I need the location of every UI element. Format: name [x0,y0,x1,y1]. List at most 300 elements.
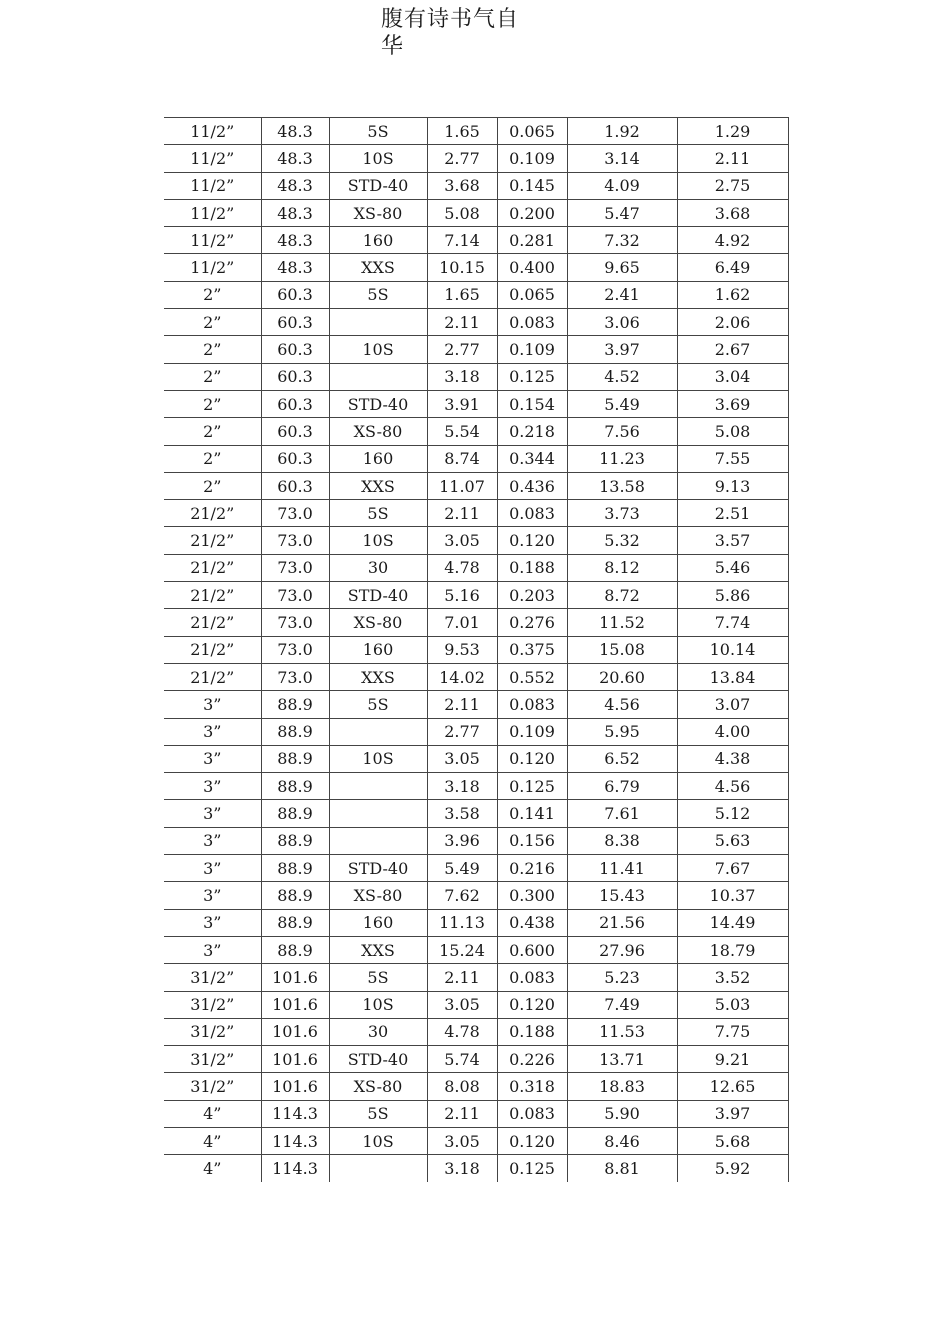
wall-mm-cell: 2.77 [427,145,497,172]
outside-diameter-cell: 101.6 [261,1073,329,1100]
outside-diameter-cell: 73.0 [261,527,329,554]
wall-mm-cell: 4.78 [427,554,497,581]
weight-kg-cell: 8.38 [567,827,677,854]
outside-diameter-cell: 60.3 [261,309,329,336]
table-row [164,554,788,581]
table-row [164,936,788,963]
outside-diameter-cell: 101.6 [261,991,329,1018]
schedule-cell: 10S [329,991,427,1018]
nominal-size-cell: 4” [164,1127,261,1154]
weight-lb-cell: 7.74 [677,609,788,636]
nominal-size-cell: 3” [164,773,261,800]
weight-kg-cell: 11.52 [567,609,677,636]
weight-lb-cell: 4.38 [677,745,788,772]
nominal-size-cell: 21/2” [164,663,261,690]
wall-inch-cell: 0.154 [497,390,567,417]
outside-diameter-cell: 48.3 [261,118,329,145]
wall-inch-cell: 0.083 [497,500,567,527]
table-row [164,745,788,772]
schedule-cell [329,827,427,854]
weight-lb-cell: 5.03 [677,991,788,1018]
outside-diameter-cell: 60.3 [261,281,329,308]
nominal-size-cell: 11/2” [164,254,261,281]
outside-diameter-cell: 73.0 [261,663,329,690]
schedule-cell: 5S [329,118,427,145]
table-row [164,582,788,609]
nominal-size-cell: 3” [164,855,261,882]
schedule-cell: 5S [329,1100,427,1127]
weight-lb-cell: 2.51 [677,500,788,527]
weight-kg-cell: 5.23 [567,964,677,991]
weight-kg-cell: 8.72 [567,582,677,609]
wall-inch-cell: 0.438 [497,909,567,936]
nominal-size-cell: 4” [164,1100,261,1127]
schedule-cell: XS-80 [329,882,427,909]
outside-diameter-cell: 88.9 [261,718,329,745]
weight-lb-cell: 3.97 [677,1100,788,1127]
schedule-cell: XS-80 [329,199,427,226]
weight-kg-cell: 6.52 [567,745,677,772]
wall-inch-cell: 0.344 [497,445,567,472]
weight-lb-cell: 3.07 [677,691,788,718]
weight-kg-cell: 5.95 [567,718,677,745]
nominal-size-cell: 21/2” [164,582,261,609]
wall-mm-cell: 5.16 [427,582,497,609]
wall-inch-cell: 0.065 [497,118,567,145]
nominal-size-cell: 2” [164,445,261,472]
nominal-size-cell: 21/2” [164,527,261,554]
table-row [164,145,788,172]
nominal-size-cell: 3” [164,718,261,745]
table-row [164,118,788,145]
weight-lb-cell: 5.12 [677,800,788,827]
schedule-cell: STD-40 [329,1046,427,1073]
wall-mm-cell: 3.05 [427,527,497,554]
wall-mm-cell: 4.78 [427,1018,497,1045]
schedule-cell: 160 [329,909,427,936]
wall-inch-cell: 0.125 [497,363,567,390]
schedule-cell [329,1155,427,1182]
wall-inch-cell: 0.300 [497,882,567,909]
wall-inch-cell: 0.083 [497,964,567,991]
wall-inch-cell: 0.375 [497,636,567,663]
weight-kg-cell: 5.47 [567,199,677,226]
outside-diameter-cell: 73.0 [261,500,329,527]
wall-mm-cell: 1.65 [427,118,497,145]
table-row [164,1127,788,1154]
weight-lb-cell: 2.06 [677,309,788,336]
weight-lb-cell: 6.49 [677,254,788,281]
weight-lb-cell: 5.68 [677,1127,788,1154]
wall-mm-cell: 2.11 [427,964,497,991]
schedule-cell: 5S [329,964,427,991]
outside-diameter-cell: 48.3 [261,227,329,254]
outside-diameter-cell: 48.3 [261,254,329,281]
wall-mm-cell: 3.91 [427,390,497,417]
weight-kg-cell: 11.41 [567,855,677,882]
weight-lb-cell: 2.67 [677,336,788,363]
weight-lb-cell: 9.21 [677,1046,788,1073]
wall-inch-cell: 0.145 [497,172,567,199]
outside-diameter-cell: 48.3 [261,199,329,226]
schedule-cell: STD-40 [329,582,427,609]
nominal-size-cell: 31/2” [164,1046,261,1073]
wall-mm-cell: 2.77 [427,718,497,745]
wall-mm-cell: 7.62 [427,882,497,909]
table-row [164,1100,788,1127]
outside-diameter-cell: 73.0 [261,609,329,636]
weight-kg-cell: 3.73 [567,500,677,527]
schedule-cell: 5S [329,281,427,308]
weight-kg-cell: 4.56 [567,691,677,718]
weight-kg-cell: 8.81 [567,1155,677,1182]
weight-lb-cell: 12.65 [677,1073,788,1100]
schedule-cell: 10S [329,745,427,772]
table-row [164,199,788,226]
outside-diameter-cell: 88.9 [261,800,329,827]
weight-kg-cell: 8.12 [567,554,677,581]
weight-lb-cell: 5.92 [677,1155,788,1182]
schedule-cell: XS-80 [329,609,427,636]
weight-kg-cell: 3.06 [567,309,677,336]
nominal-size-cell: 2” [164,336,261,363]
outside-diameter-cell: 48.3 [261,172,329,199]
weight-lb-cell: 5.46 [677,554,788,581]
wall-mm-cell: 10.15 [427,254,497,281]
weight-kg-cell: 11.23 [567,445,677,472]
table-row [164,800,788,827]
weight-lb-cell: 1.29 [677,118,788,145]
wall-mm-cell: 1.65 [427,281,497,308]
nominal-size-cell: 31/2” [164,991,261,1018]
table-row [164,827,788,854]
table-row [164,991,788,1018]
wall-inch-cell: 0.141 [497,800,567,827]
table-body [164,118,788,1182]
outside-diameter-cell: 101.6 [261,964,329,991]
weight-lb-cell: 2.11 [677,145,788,172]
weight-kg-cell: 3.14 [567,145,677,172]
weight-kg-cell: 9.65 [567,254,677,281]
outside-diameter-cell: 88.9 [261,691,329,718]
outside-diameter-cell: 48.3 [261,145,329,172]
table-row [164,500,788,527]
outside-diameter-cell: 60.3 [261,336,329,363]
schedule-cell: 10S [329,1127,427,1154]
schedule-cell: XXS [329,663,427,690]
wall-inch-cell: 0.120 [497,745,567,772]
weight-kg-cell: 8.46 [567,1127,677,1154]
nominal-size-cell: 3” [164,936,261,963]
weight-kg-cell: 7.49 [567,991,677,1018]
weight-lb-cell: 5.63 [677,827,788,854]
schedule-cell [329,800,427,827]
table-row [164,882,788,909]
table-row [164,418,788,445]
wall-inch-cell: 0.125 [497,773,567,800]
wall-inch-cell: 0.156 [497,827,567,854]
weight-lb-cell: 3.57 [677,527,788,554]
weight-kg-cell: 18.83 [567,1073,677,1100]
schedule-cell [329,309,427,336]
wall-inch-cell: 0.065 [497,281,567,308]
weight-lb-cell: 3.69 [677,390,788,417]
nominal-size-cell: 2” [164,472,261,499]
wall-inch-cell: 0.281 [497,227,567,254]
wall-mm-cell: 5.08 [427,199,497,226]
schedule-cell: 5S [329,691,427,718]
wall-mm-cell: 3.05 [427,1127,497,1154]
table-row [164,964,788,991]
weight-kg-cell: 15.08 [567,636,677,663]
table-row [164,636,788,663]
wall-mm-cell: 3.05 [427,991,497,1018]
wall-mm-cell: 3.18 [427,363,497,390]
nominal-size-cell: 11/2” [164,199,261,226]
outside-diameter-cell: 101.6 [261,1046,329,1073]
outside-diameter-cell: 88.9 [261,745,329,772]
weight-kg-cell: 13.71 [567,1046,677,1073]
nominal-size-cell: 2” [164,418,261,445]
outside-diameter-cell: 114.3 [261,1155,329,1182]
nominal-size-cell: 2” [164,309,261,336]
table-row [164,663,788,690]
weight-kg-cell: 21.56 [567,909,677,936]
weight-lb-cell: 2.75 [677,172,788,199]
weight-kg-cell: 20.60 [567,663,677,690]
table-row [164,1155,788,1182]
wall-mm-cell: 2.11 [427,309,497,336]
schedule-cell: 30 [329,1018,427,1045]
outside-diameter-cell: 73.0 [261,636,329,663]
table-row [164,1046,788,1073]
schedule-cell: XXS [329,936,427,963]
wall-inch-cell: 0.203 [497,582,567,609]
wall-mm-cell: 2.11 [427,500,497,527]
wall-mm-cell: 2.11 [427,1100,497,1127]
wall-mm-cell: 5.74 [427,1046,497,1073]
wall-inch-cell: 0.552 [497,663,567,690]
wall-mm-cell: 3.96 [427,827,497,854]
outside-diameter-cell: 114.3 [261,1100,329,1127]
schedule-cell: XS-80 [329,1073,427,1100]
schedule-cell: XXS [329,472,427,499]
nominal-size-cell: 2” [164,363,261,390]
wall-mm-cell: 9.53 [427,636,497,663]
wall-mm-cell: 14.02 [427,663,497,690]
table-row [164,172,788,199]
schedule-cell [329,718,427,745]
weight-lb-cell: 3.52 [677,964,788,991]
table-row [164,773,788,800]
outside-diameter-cell: 101.6 [261,1018,329,1045]
schedule-cell: STD-40 [329,172,427,199]
wall-inch-cell: 0.200 [497,199,567,226]
table-row [164,1073,788,1100]
wall-inch-cell: 0.276 [497,609,567,636]
weight-lb-cell: 3.68 [677,199,788,226]
outside-diameter-cell: 88.9 [261,882,329,909]
schedule-cell: 30 [329,554,427,581]
nominal-size-cell: 11/2” [164,145,261,172]
wall-inch-cell: 0.083 [497,309,567,336]
wall-mm-cell: 2.77 [427,336,497,363]
nominal-size-cell: 31/2” [164,1018,261,1045]
table-row [164,527,788,554]
table-row [164,691,788,718]
wall-inch-cell: 0.083 [497,691,567,718]
wall-mm-cell: 7.01 [427,609,497,636]
weight-kg-cell: 7.56 [567,418,677,445]
weight-lb-cell: 7.67 [677,855,788,882]
schedule-cell [329,363,427,390]
wall-mm-cell: 3.05 [427,745,497,772]
nominal-size-cell: 31/2” [164,964,261,991]
weight-lb-cell: 9.13 [677,472,788,499]
table-row [164,472,788,499]
outside-diameter-cell: 88.9 [261,936,329,963]
table-row [164,363,788,390]
weight-kg-cell: 5.90 [567,1100,677,1127]
wall-mm-cell: 3.68 [427,172,497,199]
weight-lb-cell: 3.04 [677,363,788,390]
table-row [164,909,788,936]
table-row [164,254,788,281]
outside-diameter-cell: 60.3 [261,472,329,499]
table-row [164,227,788,254]
nominal-size-cell: 3” [164,691,261,718]
outside-diameter-cell: 73.0 [261,554,329,581]
outside-diameter-cell: 73.0 [261,582,329,609]
wall-inch-cell: 0.436 [497,472,567,499]
weight-kg-cell: 7.61 [567,800,677,827]
schedule-cell: 10S [329,527,427,554]
schedule-cell: 10S [329,336,427,363]
table-row [164,390,788,417]
outside-diameter-cell: 60.3 [261,390,329,417]
schedule-cell [329,773,427,800]
weight-kg-cell: 27.96 [567,936,677,963]
wall-inch-cell: 0.083 [497,1100,567,1127]
wall-inch-cell: 0.400 [497,254,567,281]
weight-kg-cell: 7.32 [567,227,677,254]
nominal-size-cell: 11/2” [164,227,261,254]
wall-inch-cell: 0.109 [497,718,567,745]
schedule-cell: 160 [329,445,427,472]
wall-mm-cell: 7.14 [427,227,497,254]
weight-kg-cell: 13.58 [567,472,677,499]
weight-lb-cell: 13.84 [677,663,788,690]
nominal-size-cell: 3” [164,909,261,936]
table-row [164,336,788,363]
weight-lb-cell: 10.37 [677,882,788,909]
schedule-cell: 160 [329,227,427,254]
weight-lb-cell: 10.14 [677,636,788,663]
weight-lb-cell: 7.55 [677,445,788,472]
nominal-size-cell: 3” [164,882,261,909]
weight-kg-cell: 5.49 [567,390,677,417]
wall-inch-cell: 0.188 [497,1018,567,1045]
schedule-cell: 10S [329,145,427,172]
wall-inch-cell: 0.120 [497,527,567,554]
weight-lb-cell: 1.62 [677,281,788,308]
table-row [164,445,788,472]
nominal-size-cell: 21/2” [164,636,261,663]
outside-diameter-cell: 88.9 [261,909,329,936]
weight-lb-cell: 4.92 [677,227,788,254]
outside-diameter-cell: 88.9 [261,827,329,854]
wall-inch-cell: 0.120 [497,991,567,1018]
wall-mm-cell: 11.13 [427,909,497,936]
schedule-cell: 5S [329,500,427,527]
table-row [164,718,788,745]
wall-inch-cell: 0.120 [497,1127,567,1154]
nominal-size-cell: 3” [164,827,261,854]
wall-mm-cell: 5.49 [427,855,497,882]
nominal-size-cell: 3” [164,800,261,827]
nominal-size-cell: 21/2” [164,500,261,527]
outside-diameter-cell: 88.9 [261,855,329,882]
wall-mm-cell: 3.18 [427,1155,497,1182]
schedule-cell: XS-80 [329,418,427,445]
weight-kg-cell: 1.92 [567,118,677,145]
weight-lb-cell: 14.49 [677,909,788,936]
wall-mm-cell: 2.11 [427,691,497,718]
wall-mm-cell: 8.74 [427,445,497,472]
wall-inch-cell: 0.125 [497,1155,567,1182]
nominal-size-cell: 31/2” [164,1073,261,1100]
schedule-cell: STD-40 [329,390,427,417]
wall-mm-cell: 3.18 [427,773,497,800]
nominal-size-cell: 21/2” [164,554,261,581]
table-row [164,309,788,336]
weight-kg-cell: 2.41 [567,281,677,308]
table-row [164,1018,788,1045]
wall-inch-cell: 0.109 [497,336,567,363]
nominal-size-cell: 21/2” [164,609,261,636]
wall-mm-cell: 11.07 [427,472,497,499]
wall-inch-cell: 0.216 [497,855,567,882]
table-row [164,281,788,308]
weight-kg-cell: 4.52 [567,363,677,390]
wall-inch-cell: 0.109 [497,145,567,172]
weight-kg-cell: 5.32 [567,527,677,554]
wall-mm-cell: 5.54 [427,418,497,445]
outside-diameter-cell: 60.3 [261,363,329,390]
weight-kg-cell: 11.53 [567,1018,677,1045]
nominal-size-cell: 4” [164,1155,261,1182]
weight-kg-cell: 4.09 [567,172,677,199]
nominal-size-cell: 2” [164,281,261,308]
schedule-cell: STD-40 [329,855,427,882]
weight-lb-cell: 5.86 [677,582,788,609]
outside-diameter-cell: 60.3 [261,445,329,472]
weight-kg-cell: 6.79 [567,773,677,800]
nominal-size-cell: 2” [164,390,261,417]
table-row [164,855,788,882]
wall-mm-cell: 8.08 [427,1073,497,1100]
weight-lb-cell: 5.08 [677,418,788,445]
nominal-size-cell: 11/2” [164,118,261,145]
wall-mm-cell: 15.24 [427,936,497,963]
schedule-cell: 160 [329,636,427,663]
weight-kg-cell: 3.97 [567,336,677,363]
nominal-size-cell: 3” [164,745,261,772]
outside-diameter-cell: 60.3 [261,418,329,445]
nominal-size-cell: 11/2” [164,172,261,199]
pipe-dimension-table [164,117,789,1182]
weight-lb-cell: 4.56 [677,773,788,800]
